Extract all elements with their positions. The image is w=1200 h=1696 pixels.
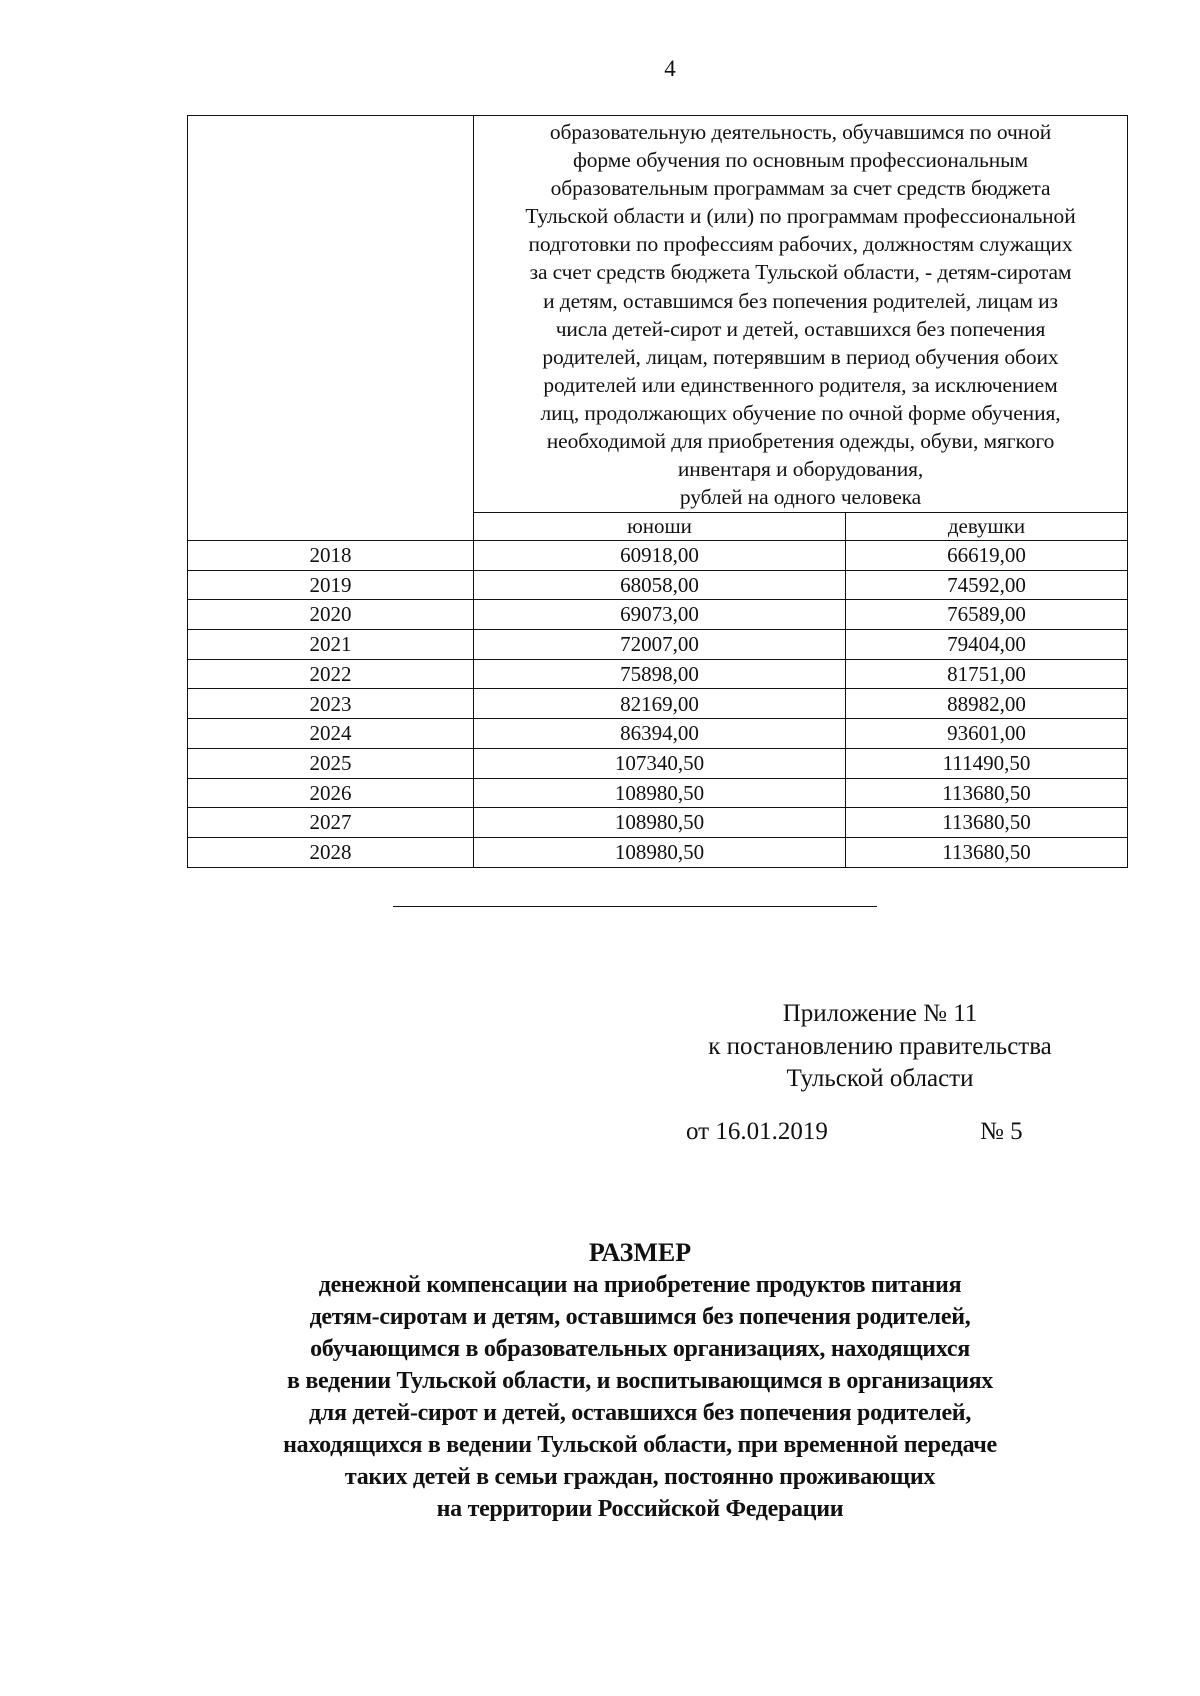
girls-amount-cell: 74592,00 (846, 570, 1128, 600)
boys-amount-cell: 107340,50 (474, 748, 846, 778)
appendix-region: Тульской области (786, 1065, 974, 1092)
title-line: на территории Российской Федерации (436, 1496, 844, 1522)
year-cell: 2019 (188, 570, 474, 600)
boys-amount-cell: 69073,00 (474, 600, 846, 630)
table-row (188, 719, 1128, 749)
boys-amount-cell: 108980,50 (474, 837, 846, 867)
compensation-table (187, 115, 1128, 868)
table-row (188, 570, 1128, 600)
table-row (188, 630, 1128, 660)
table-row (188, 541, 1128, 571)
table-row (188, 659, 1128, 689)
decree-number: № 5 (980, 1118, 1023, 1145)
boys-amount-cell: 72007,00 (474, 630, 846, 660)
column-header-girls: девушки (846, 513, 1128, 541)
header-line: числа детей-сирот и детей, оставшихся без попечения (555, 316, 1046, 341)
girls-amount-cell: 111490,50 (846, 748, 1128, 778)
appendix-number: Приложение № 11 (782, 1000, 978, 1027)
page-number: 4 (664, 56, 676, 81)
section-divider (393, 906, 877, 907)
table-row (188, 748, 1128, 778)
girls-amount-cell: 93601,00 (846, 719, 1128, 749)
boys-amount-cell: 82169,00 (474, 689, 846, 719)
boys-amount-cell: 108980,50 (474, 778, 846, 808)
boys-amount-cell: 86394,00 (474, 719, 846, 749)
title-line: в ведении Тульской области, и воспитывающимся в организациях (286, 1368, 994, 1394)
table-row (188, 689, 1128, 719)
header-line: форме обучения по основным профессиональным (572, 148, 1029, 173)
girls-amount-cell: 88982,00 (846, 689, 1128, 719)
header-line: подготовки по профессиям рабочих, должностям служащих (528, 232, 1073, 257)
appendix-reference (660, 998, 1100, 1096)
column-header-boys: юноши (474, 513, 846, 541)
document-title (150, 1237, 1130, 1525)
title-line: находящихся в ведении Тульской области, при временной передаче (283, 1432, 997, 1458)
header-line: родителей или единственного родителя, за исключением (543, 372, 1058, 397)
boys-amount-cell: 60918,00 (474, 541, 846, 571)
header-line: за счет средств бюджета Тульской области, - детям-сиротам (529, 260, 1072, 285)
header-line: родителей, лицам, потерявшим в период обучения обоих (542, 344, 1059, 369)
girls-amount-cell: 113680,50 (846, 808, 1128, 838)
girls-amount-cell: 113680,50 (846, 837, 1128, 867)
year-cell: 2022 (188, 659, 474, 689)
header-line: необходимой для приобретения одежды, обуви, мягкого (546, 429, 1055, 454)
appendix-decree-ref: к постановлению правительства (708, 1032, 1052, 1060)
year-cell: 2025 (188, 748, 474, 778)
table-header-description (474, 116, 1128, 513)
boys-amount-cell: 108980,50 (474, 808, 846, 838)
table-row (188, 600, 1128, 630)
year-cell: 2021 (188, 630, 474, 660)
girls-amount-cell: 79404,00 (846, 630, 1128, 660)
girls-amount-cell: 66619,00 (846, 541, 1128, 571)
girls-amount-cell: 76589,00 (846, 600, 1128, 630)
header-line: лиц, продолжающих обучение по очной форме обучения, (540, 400, 1061, 425)
table-row (188, 837, 1128, 867)
header-line: и детям, оставшимся без попечения родителей, лицам из (543, 288, 1058, 313)
girls-amount-cell: 113680,50 (846, 778, 1128, 808)
year-column-header (188, 116, 474, 541)
year-cell: 2023 (188, 689, 474, 719)
boys-amount-cell: 68058,00 (474, 570, 846, 600)
title-line: для детей-сирот и детей, оставшихся без попечения родителей, (308, 1400, 972, 1426)
boys-amount-cell: 75898,00 (474, 659, 846, 689)
decree-date: от 16.01.2019 (686, 1118, 828, 1145)
header-line: образовательную деятельность, обучавшимся по очной (549, 120, 1052, 144)
header-line: инвентаря и оборудования, (677, 457, 924, 482)
header-line: образовательным программам за счет средств бюджета (550, 176, 1051, 201)
girls-amount-cell: 81751,00 (846, 659, 1128, 689)
table-row (188, 808, 1128, 838)
year-cell: 2026 (188, 778, 474, 808)
header-line: рублей на одного человека (679, 485, 922, 510)
year-cell: 2024 (188, 719, 474, 749)
title-line: денежной компенсации на приобретение продуктов питания (318, 1272, 962, 1298)
title-line: таких детей в семьи граждан, постоянно проживающих (344, 1464, 936, 1490)
table-header-row (188, 116, 1128, 513)
year-cell: 2027 (188, 808, 474, 838)
title-heading: РАЗМЕР (588, 1238, 692, 1267)
year-cell: 2020 (188, 600, 474, 630)
year-cell: 2018 (188, 541, 474, 571)
year-cell: 2028 (188, 837, 474, 867)
title-line: обучающимся в образовательных организациях, находящихся (310, 1336, 970, 1362)
header-line: Тульской области и (или) по программам профессиональной (525, 204, 1076, 229)
title-line: детям-сиротам и детям, оставшимся без попечения родителей, (309, 1304, 971, 1330)
table-row (188, 778, 1128, 808)
